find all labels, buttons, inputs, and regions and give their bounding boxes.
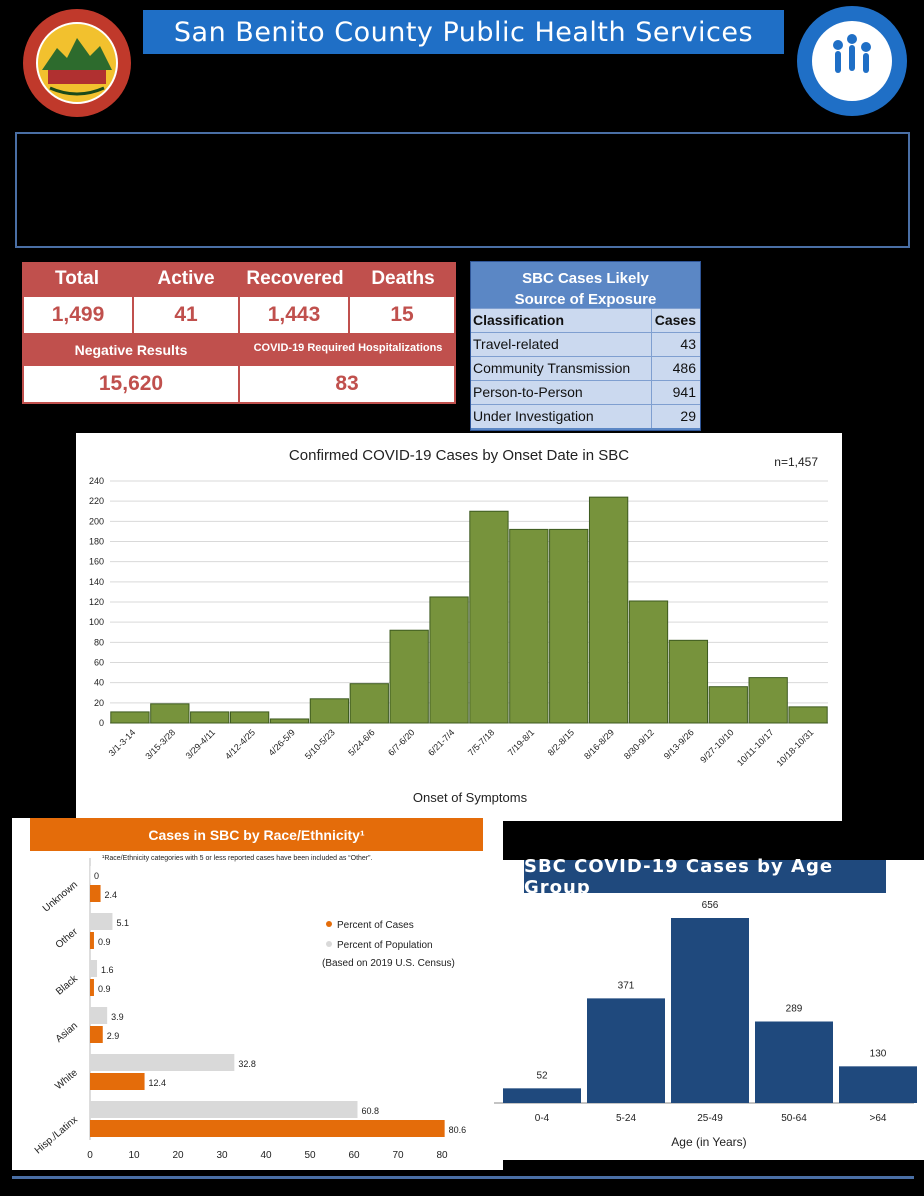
y-tick-label: 140 bbox=[88, 576, 104, 587]
bar-cases bbox=[90, 979, 94, 996]
row-label: Under Investigation bbox=[471, 405, 652, 428]
onset-chart-n: n=1,457 bbox=[774, 455, 818, 469]
age-x-axis-label: Age (in Years) bbox=[671, 1135, 747, 1149]
bar-cases bbox=[90, 1026, 103, 1043]
bar-population bbox=[90, 1101, 358, 1118]
negative-label: Negative Results bbox=[74, 342, 188, 358]
bar bbox=[550, 529, 588, 723]
x-tick-label: 8/16-8/29 bbox=[582, 727, 617, 762]
bar bbox=[749, 678, 787, 723]
bar-cases bbox=[90, 932, 94, 949]
bar bbox=[470, 511, 508, 723]
data-label-population: 0 bbox=[94, 871, 100, 881]
x-tick-label: 5/10-5/23 bbox=[302, 727, 337, 762]
data-label-population: 1.6 bbox=[101, 965, 114, 975]
exposure-header-row bbox=[471, 308, 700, 332]
active-label: Active bbox=[157, 268, 215, 289]
bar-population bbox=[90, 1054, 234, 1071]
bar bbox=[671, 918, 749, 1103]
bar-population bbox=[90, 913, 112, 930]
data-label: 371 bbox=[617, 980, 635, 992]
x-tick-label: 50-64 bbox=[781, 1113, 807, 1124]
y-tick-label: 240 bbox=[88, 476, 104, 486]
bar-population bbox=[90, 1007, 107, 1024]
total-label: Total bbox=[55, 268, 99, 289]
deaths-value: 15 bbox=[350, 297, 454, 333]
x-tick-label: 5/24-6/6 bbox=[346, 727, 377, 758]
x-tick-label: 6/21-7/4 bbox=[426, 727, 457, 758]
bar bbox=[589, 497, 627, 723]
total-value: 1,499 bbox=[24, 297, 132, 333]
bar bbox=[270, 719, 308, 723]
table-row bbox=[471, 332, 700, 356]
onset-x-axis-label: Onset of Symptoms bbox=[412, 790, 528, 805]
bar bbox=[709, 687, 747, 723]
bar bbox=[390, 630, 428, 723]
y-tick-label: 20 bbox=[93, 697, 104, 708]
data-label-population: 3.9 bbox=[111, 1012, 124, 1022]
page-title: San Benito County Public Health Services bbox=[143, 10, 784, 54]
y-tick-label: 120 bbox=[88, 597, 104, 607]
row-value: 29 bbox=[680, 408, 696, 424]
x-tick-label: 5-24 bbox=[615, 1113, 637, 1124]
x-tick-label: 3/1-3-14 bbox=[106, 727, 138, 759]
x-tick-label: 10 bbox=[128, 1150, 140, 1161]
data-label-cases: 80.6 bbox=[448, 1125, 467, 1135]
recovered-label: Recovered bbox=[246, 268, 344, 289]
table-row bbox=[471, 380, 700, 404]
y-tick-label: 220 bbox=[88, 496, 104, 507]
x-tick-label: 20 bbox=[172, 1150, 184, 1161]
row-label: Community Transmission bbox=[471, 357, 652, 380]
category-label: Other bbox=[53, 926, 80, 951]
onset-chart-panel bbox=[76, 433, 842, 821]
x-tick-label: 3/15-3/28 bbox=[143, 727, 178, 762]
y-tick-label: 40 bbox=[93, 677, 104, 688]
bar bbox=[430, 597, 468, 723]
x-tick-label: 9/27-10/10 bbox=[698, 727, 736, 765]
category-label: White bbox=[53, 1067, 80, 1093]
data-label-cases: 2.9 bbox=[106, 1031, 120, 1041]
info-box bbox=[15, 132, 910, 248]
y-tick-label: 200 bbox=[88, 516, 104, 527]
x-tick-label: 0-4 bbox=[534, 1113, 550, 1124]
x-tick-label: 6/7-6/20 bbox=[386, 727, 417, 758]
row-label: Travel-related bbox=[471, 333, 652, 356]
x-tick-label: 30 bbox=[216, 1150, 228, 1161]
bar-cases bbox=[90, 1120, 445, 1137]
data-label-cases: 0.9 bbox=[97, 984, 111, 994]
age-chart-panel bbox=[494, 860, 924, 1160]
x-tick-label: 60 bbox=[348, 1150, 360, 1161]
x-tick-label: 70 bbox=[392, 1150, 404, 1161]
row-value: 486 bbox=[672, 360, 696, 376]
race-chart-panel bbox=[12, 818, 503, 1170]
bar bbox=[669, 640, 707, 723]
data-label-cases: 0.9 bbox=[97, 937, 111, 947]
table-row bbox=[471, 404, 700, 428]
legend-population-label: Percent of Population bbox=[337, 940, 433, 951]
x-tick-label: 8/30-9/12 bbox=[621, 727, 656, 762]
race-footnote: ¹Race/Ethnicity categories with 5 or less reported cases have been included as “Other”. bbox=[102, 855, 373, 862]
onset-chart-title: Confirmed COVID-19 Cases by Onset Date in SBC bbox=[288, 447, 630, 464]
category-label: Black bbox=[54, 973, 80, 998]
bottom-divider bbox=[12, 1176, 914, 1179]
x-tick-label: 10/18-10/31 bbox=[774, 727, 816, 769]
y-tick-label: 0 bbox=[98, 718, 104, 728]
race-chart-title: Cases in SBC by Race/Ethnicity¹ bbox=[30, 818, 483, 851]
x-tick-label: 8/2-8/15 bbox=[545, 727, 577, 758]
hospitalizations-label: COVID-19 Required Hospitalizations bbox=[253, 342, 443, 354]
x-tick-label: 10/11-10/17 bbox=[735, 727, 776, 768]
category-label: Hisp./Latinx bbox=[32, 1114, 80, 1157]
bar-cases bbox=[90, 885, 101, 902]
classification-header: Classification bbox=[471, 309, 652, 332]
x-tick-label: >64 bbox=[869, 1113, 887, 1124]
age-chart bbox=[494, 860, 924, 1160]
x-tick-label: 7/19-8/1 bbox=[505, 727, 537, 758]
legend-cases-label: Percent of Cases bbox=[337, 920, 414, 931]
bar bbox=[191, 712, 229, 723]
data-label-population: 32.8 bbox=[238, 1059, 256, 1069]
legend-population-swatch bbox=[326, 941, 332, 947]
active-value: 41 bbox=[134, 297, 238, 333]
bar bbox=[755, 1021, 833, 1103]
county-seal-logo bbox=[22, 8, 132, 118]
x-tick-label: 0 bbox=[87, 1150, 93, 1161]
x-tick-label: 50 bbox=[304, 1150, 316, 1161]
y-tick-label: 100 bbox=[88, 617, 104, 628]
hospitalizations-value: 83 bbox=[240, 366, 454, 402]
row-value: 941 bbox=[672, 384, 696, 400]
cases-header: Cases bbox=[654, 312, 696, 328]
deaths-label: Deaths bbox=[371, 268, 435, 289]
category-label: Asian bbox=[53, 1020, 80, 1045]
x-tick-label: 9/13-9/26 bbox=[661, 727, 696, 762]
bar-population bbox=[90, 960, 97, 977]
x-tick-label: 3/29-4/11 bbox=[183, 727, 218, 761]
bar bbox=[230, 712, 268, 723]
y-tick-label: 60 bbox=[93, 657, 104, 668]
y-tick-label: 180 bbox=[88, 536, 104, 547]
category-label: Unknown bbox=[40, 879, 80, 915]
x-tick-label: 40 bbox=[260, 1150, 272, 1161]
data-label-cases: 12.4 bbox=[148, 1078, 167, 1088]
race-chart bbox=[12, 818, 503, 1170]
data-label-population: 5.1 bbox=[116, 918, 129, 928]
bar bbox=[310, 699, 348, 723]
bar bbox=[503, 1088, 581, 1103]
row-label: Person-to-Person bbox=[471, 381, 652, 404]
legend-cases-swatch bbox=[326, 921, 332, 927]
exposure-title-line2: Source of Exposure bbox=[514, 291, 657, 308]
bar bbox=[151, 704, 189, 723]
age-chart-title: SBC COVID-19 Cases by Age Group bbox=[524, 860, 886, 893]
bar bbox=[350, 684, 388, 723]
negative-value: 15,620 bbox=[24, 366, 238, 402]
case-summary-table bbox=[22, 262, 456, 404]
health-services-logo bbox=[796, 5, 908, 117]
bar bbox=[510, 529, 548, 723]
data-label: 289 bbox=[785, 1003, 803, 1015]
x-tick-label: 4/12-4/25 bbox=[223, 727, 258, 762]
data-label: 52 bbox=[536, 1070, 548, 1082]
exposure-source-table bbox=[470, 261, 701, 431]
bar bbox=[629, 601, 667, 723]
legend-census-note: (Based on 2019 U.S. Census) bbox=[322, 958, 455, 969]
row-value: 43 bbox=[680, 336, 696, 352]
x-tick-label: 80 bbox=[436, 1150, 448, 1161]
x-tick-label: 25-49 bbox=[697, 1113, 723, 1124]
data-label: 656 bbox=[701, 900, 719, 911]
y-tick-label: 160 bbox=[88, 556, 104, 567]
onset-chart bbox=[76, 433, 842, 821]
bar bbox=[111, 712, 149, 723]
y-tick-label: 80 bbox=[93, 637, 104, 648]
data-label-cases: 2.4 bbox=[104, 890, 118, 900]
bar bbox=[587, 998, 665, 1103]
x-tick-label: 7/5-7/18 bbox=[465, 727, 497, 758]
recovered-value: 1,443 bbox=[240, 297, 348, 333]
table-row bbox=[471, 356, 700, 380]
data-label: 130 bbox=[869, 1048, 887, 1060]
bar-cases bbox=[90, 1073, 145, 1090]
data-label-population: 60.8 bbox=[361, 1106, 380, 1116]
bar bbox=[839, 1066, 917, 1103]
bar bbox=[789, 707, 827, 723]
x-tick-label: 4/26-5/9 bbox=[266, 727, 297, 758]
bar-population bbox=[90, 866, 91, 883]
exposure-title-line1: SBC Cases Likely bbox=[522, 270, 649, 287]
